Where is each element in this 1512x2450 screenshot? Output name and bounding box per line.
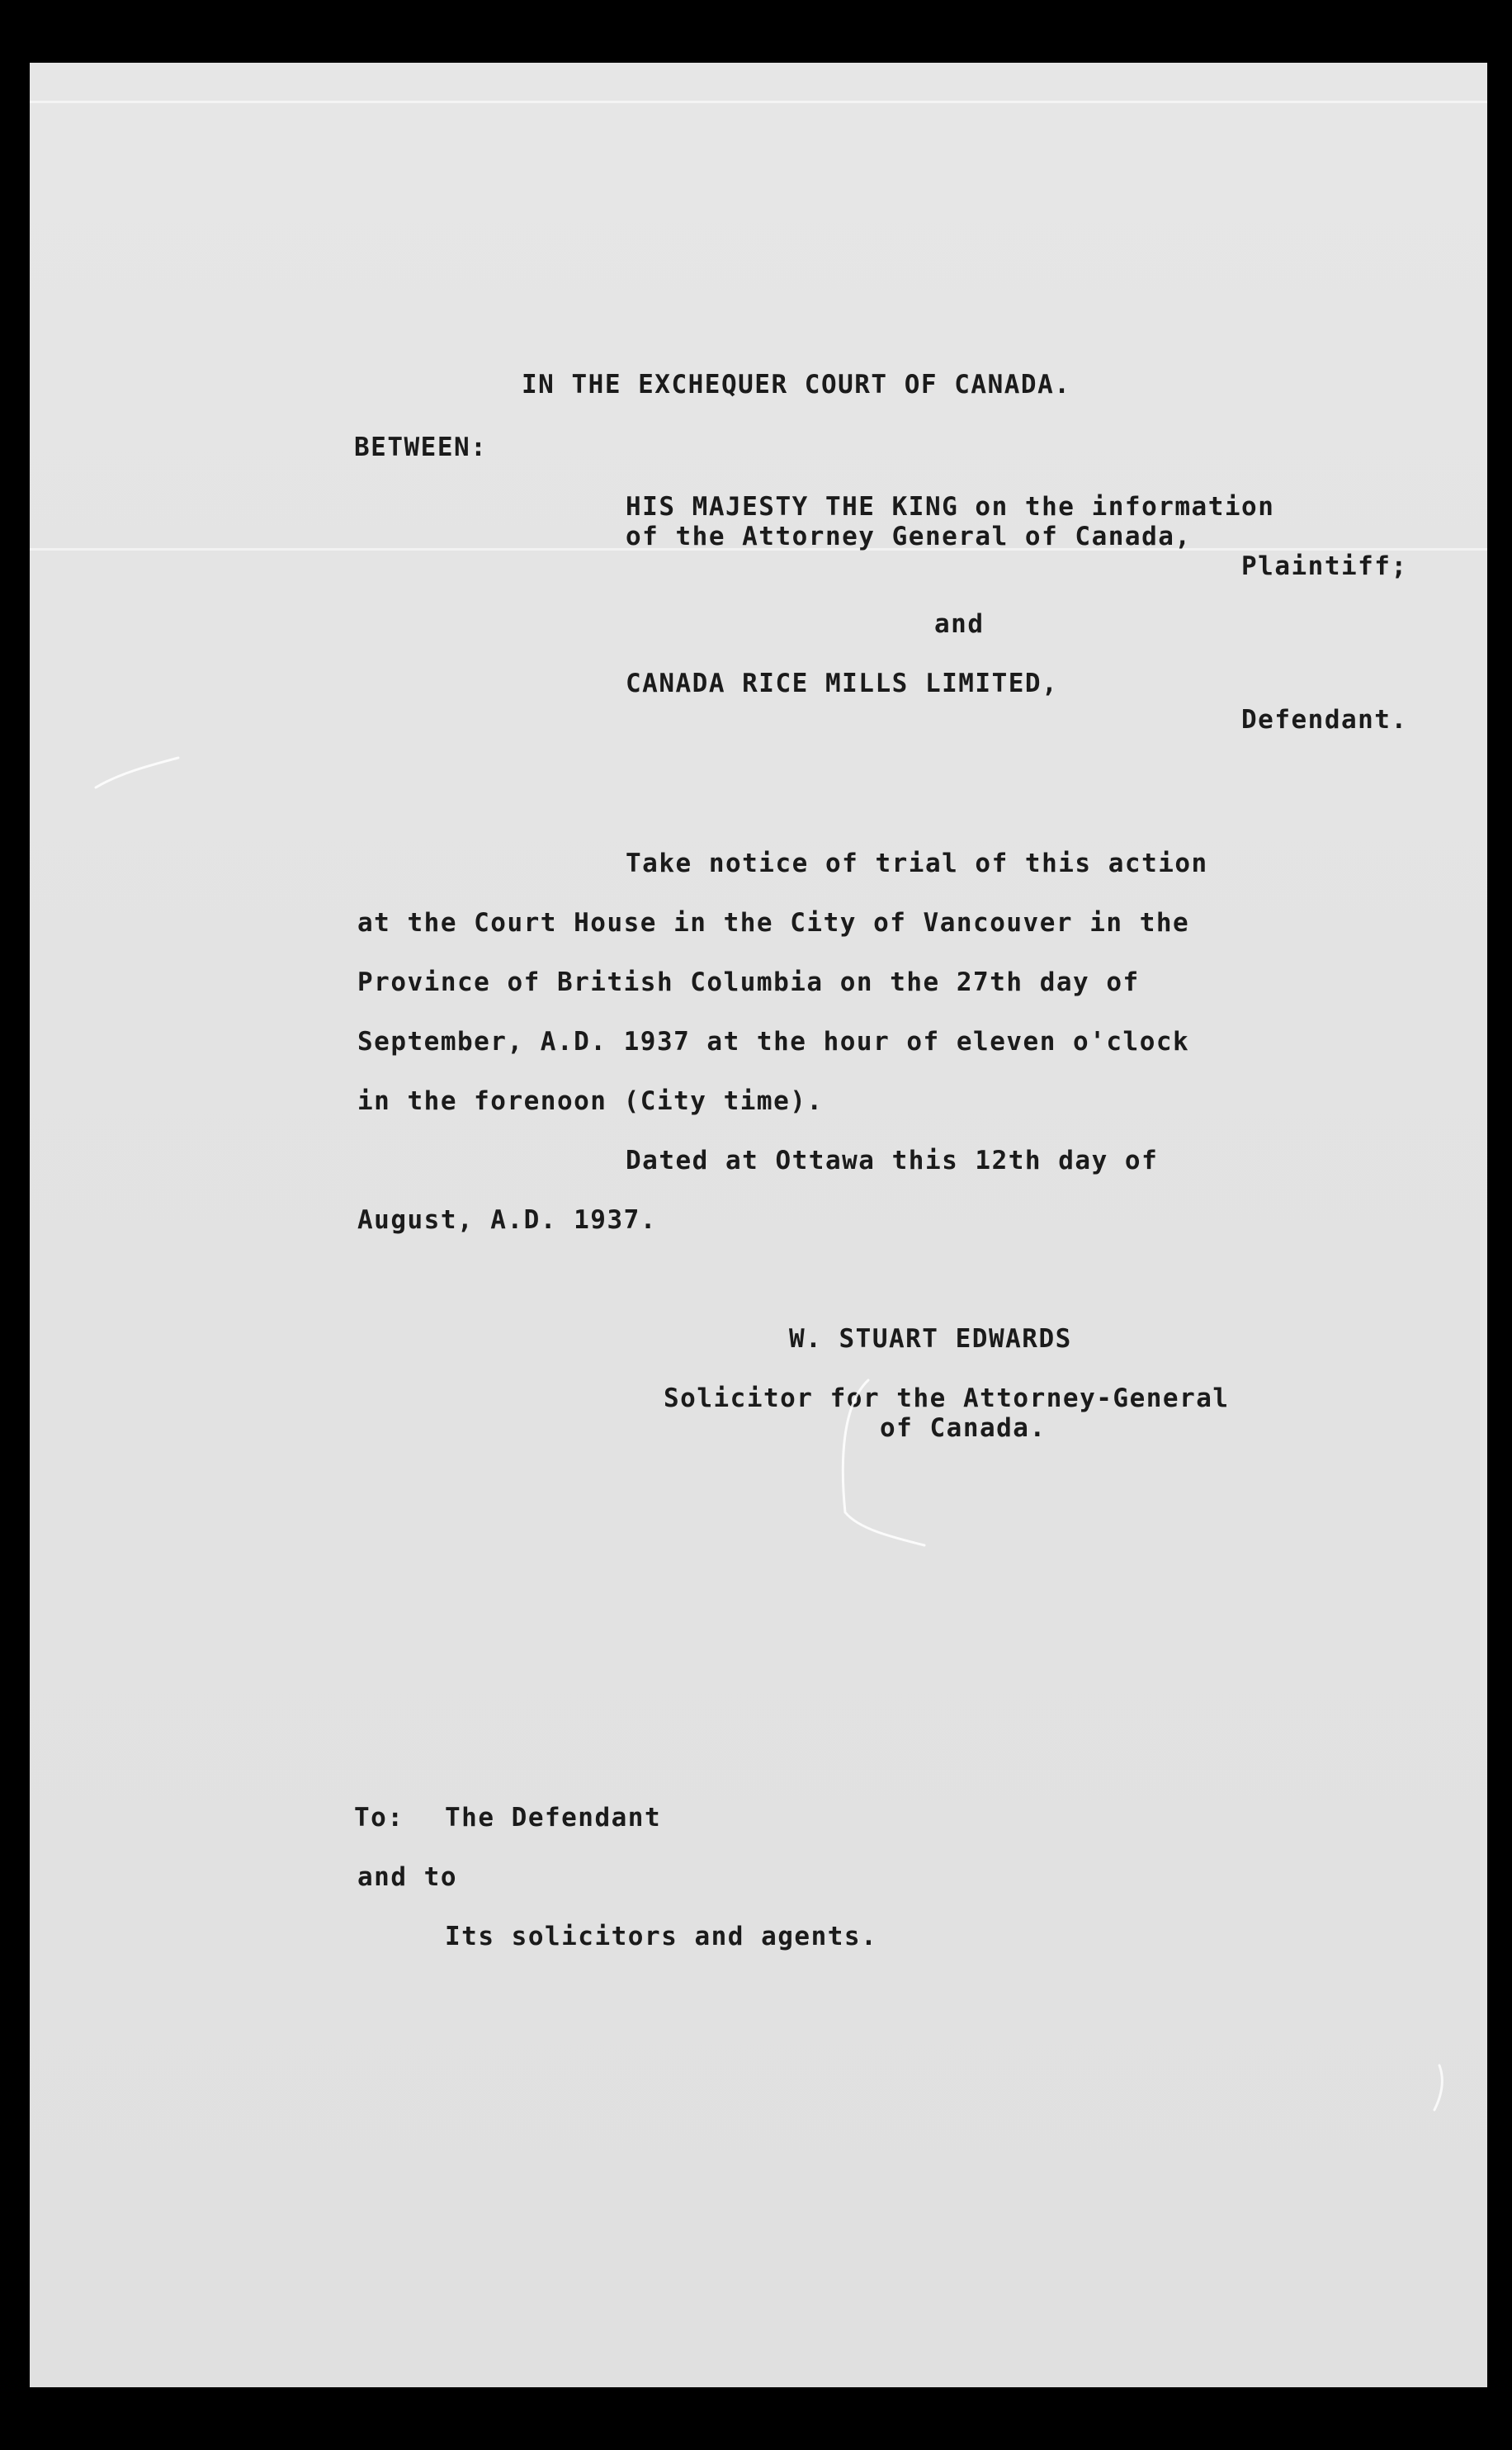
plaintiff-role: Plaintiff; [1241,551,1408,581]
paper-fold-line [30,101,1487,103]
notice-line-4: September, A.D. 1937 at the hour of eleven o'clock [357,1027,1190,1057]
signature-name: W. STUART EDWARDS [789,1324,1072,1354]
pencil-mark [809,1372,933,1578]
signature-title-line-2: of Canada. [880,1413,1047,1443]
addressee-line-2: and to [357,1862,457,1892]
notice-line-1: Take notice of trial of this action [626,849,1208,878]
paper-scratch-mark [1423,2060,1456,2118]
court-title: IN THE EXCHEQUER COURT OF CANADA. [522,370,1071,400]
conjunction-and: and [934,609,985,639]
dated-line-2: August, A.D. 1937. [357,1205,657,1235]
signature-title-line-1: Solicitor for the Attorney-General [664,1383,1230,1413]
dated-line-1: Dated at Ottawa this 12th day of [626,1146,1159,1175]
addressee-line-3: Its solicitors and agents. [445,1922,878,1951]
defendant-role: Defendant. [1241,705,1408,735]
between-label: BETWEEN: [354,433,488,462]
addressee-line-1: The Defendant [445,1803,662,1833]
paper-scratch-mark [87,748,187,797]
defendant-name: CANADA RICE MILLS LIMITED, [626,669,1059,698]
document-page [30,63,1487,2387]
notice-line-2: at the Court House in the City of Vancouver in the [357,908,1190,938]
plaintiff-line-1: HIS MAJESTY THE KING on the information [626,492,1275,522]
plaintiff-line-2: of the Attorney General of Canada, [626,522,1192,551]
notice-line-5: in the forenoon (City time). [357,1086,824,1116]
notice-line-3: Province of British Columbia on the 27th day of [357,967,1140,997]
addressee-to-label: To: [354,1803,404,1833]
